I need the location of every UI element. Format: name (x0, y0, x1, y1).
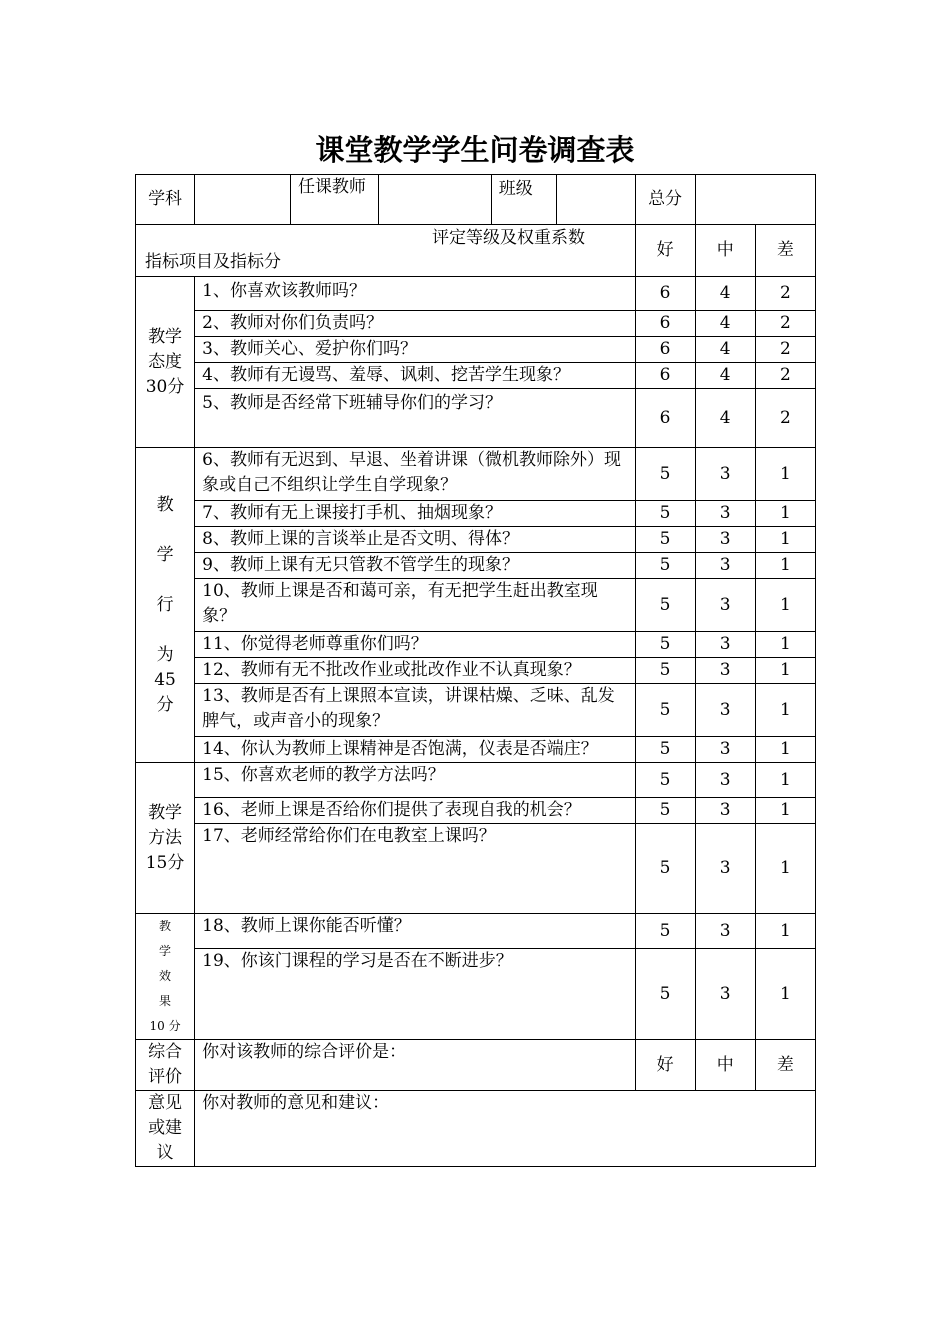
item-good[interactable]: 6 (635, 311, 695, 337)
rating-header-bottom-label: 指标项目及指标分 (145, 252, 281, 272)
item-poor[interactable]: 1 (755, 763, 815, 798)
item-row-4 (136, 363, 816, 389)
header-row (136, 175, 816, 225)
item-question: 7、教师有无上课接打手机、抽烟现象？ (195, 501, 635, 527)
category-effect-char: 效 (159, 969, 172, 983)
item-good[interactable]: 5 (635, 501, 695, 527)
item-medium[interactable]: 3 (695, 501, 755, 527)
item-good[interactable]: 5 (635, 553, 695, 579)
item-good[interactable]: 5 (635, 579, 695, 632)
item-medium[interactable]: 3 (695, 824, 755, 914)
item-medium[interactable]: 3 (695, 553, 755, 579)
item-question: 18、教师上课你能否听懂？ (195, 914, 635, 949)
category-method: 教学方法15分 (136, 763, 195, 914)
class-field[interactable] (557, 175, 636, 225)
item-question: 16、老师上课是否给你们提供了表现自我的机会？ (195, 798, 635, 824)
item-medium[interactable]: 3 (695, 763, 755, 798)
item-row-14 (136, 737, 816, 763)
item-poor[interactable]: 1 (755, 501, 815, 527)
item-medium[interactable]: 4 (695, 311, 755, 337)
item-question: 8、教师上课的言谈举止是否文明、得体？ (195, 527, 635, 553)
overall-prompt: 你对该教师的综合评价是： (195, 1040, 635, 1091)
item-poor[interactable]: 1 (755, 914, 815, 949)
item-poor[interactable]: 1 (755, 824, 815, 914)
item-good[interactable]: 5 (635, 824, 695, 914)
category-effect-char: 10 分 (149, 1019, 181, 1033)
item-medium[interactable]: 3 (695, 632, 755, 658)
item-medium[interactable]: 4 (695, 389, 755, 448)
item-question: 13、教师是否有上课照本宣读，讲课枯燥、乏味、乱发脾气，或声音小的现象？ (195, 684, 635, 737)
item-question: 9、教师上课有无只管教不管学生的现象？ (195, 553, 635, 579)
survey-table (135, 174, 816, 1167)
item-row-15 (136, 763, 816, 798)
teacher-field[interactable] (378, 175, 491, 225)
item-medium[interactable]: 4 (695, 363, 755, 389)
item-poor[interactable]: 1 (755, 579, 815, 632)
item-poor[interactable]: 1 (755, 553, 815, 579)
item-medium[interactable]: 4 (695, 277, 755, 311)
item-poor[interactable]: 2 (755, 363, 815, 389)
item-poor[interactable]: 1 (755, 632, 815, 658)
category-behavior-char: 教 (156, 494, 174, 515)
item-row-3 (136, 337, 816, 363)
page-title: 课堂教学学生问卷调查表 (315, 133, 635, 167)
item-medium[interactable]: 3 (695, 798, 755, 824)
item-good[interactable]: 5 (635, 527, 695, 553)
item-row-17 (136, 824, 816, 914)
col-good-header: 好 (635, 225, 695, 277)
item-row-13 (136, 684, 816, 737)
overall-good[interactable]: 好 (635, 1040, 695, 1091)
item-poor[interactable]: 2 (755, 389, 815, 448)
total-label: 总分 (635, 175, 695, 225)
item-row-16 (136, 798, 816, 824)
item-good[interactable]: 5 (635, 737, 695, 763)
item-row-10 (136, 579, 816, 632)
item-good[interactable]: 5 (635, 763, 695, 798)
overall-row (136, 1040, 816, 1091)
item-poor[interactable]: 1 (755, 448, 815, 501)
item-good[interactable]: 5 (635, 448, 695, 501)
item-row-7 (136, 501, 816, 527)
item-medium[interactable]: 3 (695, 579, 755, 632)
item-poor[interactable]: 1 (755, 949, 815, 1040)
item-question: 11、你觉得老师尊重你们吗？ (195, 632, 635, 658)
item-question: 14、你认为教师上课精神是否饱满，仪表是否端庄？ (195, 737, 635, 763)
col-poor-header: 差 (755, 225, 815, 277)
item-question: 2、教师对你们负责吗？ (195, 311, 635, 337)
category-effect-char: 学 (159, 944, 172, 958)
item-poor[interactable]: 1 (755, 798, 815, 824)
item-medium[interactable]: 3 (695, 658, 755, 684)
rating-header-row (136, 225, 816, 277)
item-medium[interactable]: 3 (695, 527, 755, 553)
item-row-12 (136, 658, 816, 684)
opinion-prompt[interactable]: 你对教师的意见和建议： (195, 1091, 816, 1167)
item-question: 15、你喜欢老师的教学方法吗？ (195, 763, 635, 798)
item-poor[interactable]: 1 (755, 684, 815, 737)
item-question: 19、你该门课程的学习是否在不断进步？ (195, 949, 635, 1040)
category-effect-char: 教 (159, 919, 172, 933)
item-medium[interactable]: 3 (695, 949, 755, 1040)
opinion-label: 意见或建议 (136, 1091, 195, 1167)
item-question: 3、教师关心、爱护你们吗？ (195, 337, 635, 363)
item-poor[interactable]: 1 (755, 527, 815, 553)
item-row-5 (136, 389, 816, 448)
category-behavior-char: 为 (156, 644, 174, 665)
item-poor[interactable]: 2 (755, 337, 815, 363)
item-good[interactable]: 5 (635, 632, 695, 658)
item-good[interactable]: 5 (635, 798, 695, 824)
opinion-row (136, 1091, 816, 1167)
item-good[interactable]: 6 (635, 363, 695, 389)
category-behavior-char: 分 (156, 694, 174, 715)
item-row-11 (136, 632, 816, 658)
category-effect-char: 果 (159, 994, 172, 1008)
overall-label: 综合评价 (136, 1040, 195, 1091)
item-medium[interactable]: 3 (695, 914, 755, 949)
category-behavior-char: 行 (156, 594, 174, 615)
item-medium[interactable]: 3 (695, 448, 755, 501)
item-good[interactable]: 5 (635, 949, 695, 1040)
item-question: 10、教师上课是否和蔼可亲，有无把学生赶出教室现象？ (195, 579, 635, 632)
item-good[interactable]: 6 (635, 277, 695, 311)
item-question: 1、你喜欢该教师吗？ (195, 277, 635, 311)
item-medium[interactable]: 4 (695, 337, 755, 363)
item-poor[interactable]: 2 (755, 277, 815, 311)
item-row-6 (136, 448, 816, 501)
total-field[interactable] (695, 175, 815, 225)
category-behavior-char: 学 (156, 544, 174, 565)
subject-label: 学科 (136, 175, 195, 225)
overall-poor[interactable]: 差 (755, 1040, 815, 1091)
col-medium-header: 中 (695, 225, 755, 277)
category-behavior (136, 448, 195, 763)
item-question: 17、老师经常给你们在电教室上课吗？ (195, 824, 635, 914)
teacher-label: 任课教师 (290, 175, 378, 225)
item-good[interactable]: 5 (635, 684, 695, 737)
item-medium[interactable]: 3 (695, 684, 755, 737)
item-question: 5、教师是否经常下班辅导你们的学习？ (195, 389, 635, 448)
item-row-1 (136, 277, 816, 311)
rating-header-top-label: 评定等级及权重系数 (432, 228, 585, 248)
item-question: 4、教师有无谩骂、羞辱、讽刺、挖苦学生现象？ (195, 363, 635, 389)
item-good[interactable]: 5 (635, 914, 695, 949)
item-good[interactable]: 5 (635, 658, 695, 684)
class-label: 班级 (491, 175, 556, 225)
item-poor[interactable]: 2 (755, 311, 815, 337)
rating-header-cell (136, 225, 636, 277)
item-row-9 (136, 553, 816, 579)
item-poor[interactable]: 1 (755, 658, 815, 684)
category-attitude: 教学态度30分 (136, 277, 195, 448)
item-row-8 (136, 527, 816, 553)
item-good[interactable]: 6 (635, 389, 695, 448)
subject-field[interactable] (195, 175, 291, 225)
item-poor[interactable]: 1 (755, 737, 815, 763)
item-question: 12、教师有无不批改作业或批改作业不认真现象？ (195, 658, 635, 684)
overall-medium[interactable]: 中 (695, 1040, 755, 1091)
item-row-2 (136, 311, 816, 337)
item-row-19 (136, 949, 816, 1040)
category-behavior-char: 45 (154, 669, 176, 690)
item-row-18 (136, 914, 816, 949)
item-medium[interactable]: 3 (695, 737, 755, 763)
item-question: 6、教师有无迟到、早退、坐着讲课（微机教师除外）现象或自己不组织让学生自学现象？ (195, 448, 635, 501)
category-effect (136, 914, 195, 1040)
item-good[interactable]: 6 (635, 337, 695, 363)
